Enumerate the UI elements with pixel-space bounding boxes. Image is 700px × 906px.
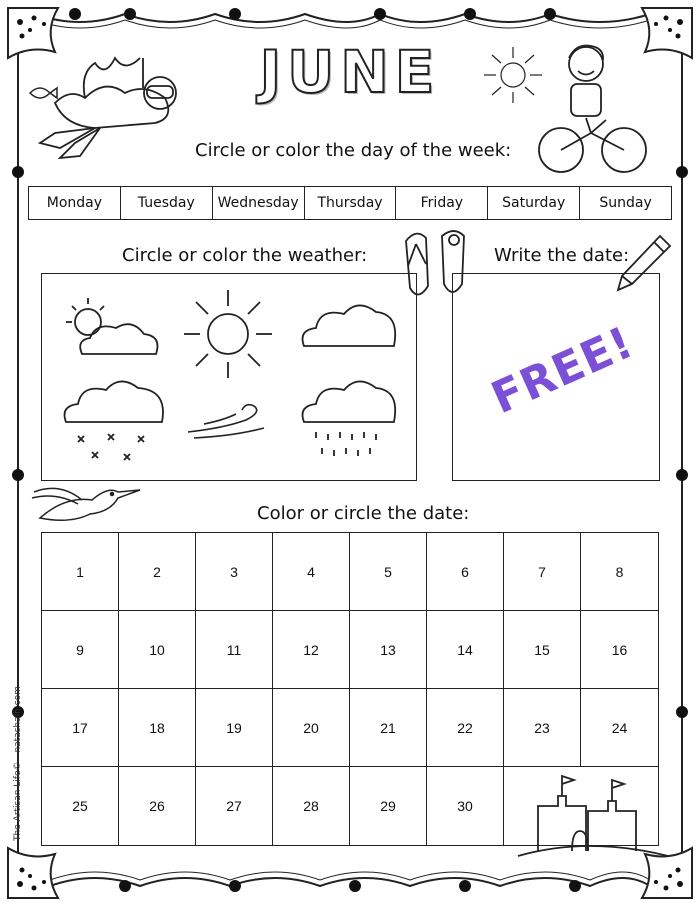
date-cell[interactable]: 26 — [119, 767, 196, 845]
date-cell[interactable]: 12 — [273, 611, 350, 689]
date-cell[interactable]: 13 — [350, 611, 427, 689]
day-wednesday[interactable]: Wednesday — [213, 187, 305, 219]
day-tuesday[interactable]: Tuesday — [121, 187, 213, 219]
date-cell[interactable]: 17 — [42, 689, 119, 767]
calendar-grid — [41, 532, 659, 846]
diver-illustration — [25, 38, 215, 163]
date-cell[interactable]: 10 — [119, 611, 196, 689]
date-cell[interactable]: 15 — [504, 611, 581, 689]
date-cell[interactable]: 4 — [273, 533, 350, 611]
calendar-prompt: Color or circle the date: — [257, 503, 470, 524]
date-cell[interactable]: 23 — [504, 689, 581, 767]
day-prompt: Circle or color the day of the week: — [195, 140, 512, 161]
credit-text: The Artisan Life© - natashalh.com — [13, 686, 23, 841]
date-cell[interactable]: 16 — [581, 611, 658, 689]
partly-cloudy-icon[interactable] — [56, 292, 168, 364]
rain-cloud-icon[interactable] — [296, 370, 406, 470]
date-cell[interactable]: 14 — [427, 611, 504, 689]
date-cell[interactable]: 5 — [350, 533, 427, 611]
date-cell[interactable]: 19 — [196, 689, 273, 767]
day-friday[interactable]: Friday — [396, 187, 488, 219]
date-cell[interactable]: 1 — [42, 533, 119, 611]
date-cell[interactable]: 30 — [427, 767, 504, 845]
weather-box — [41, 273, 417, 481]
date-cell[interactable]: 27 — [196, 767, 273, 845]
date-cell[interactable]: 21 — [350, 689, 427, 767]
date-cell[interactable]: 3 — [196, 533, 273, 611]
date-cell[interactable]: 29 — [350, 767, 427, 845]
date-prompt: Write the date: — [494, 245, 630, 266]
date-cell[interactable]: 28 — [273, 767, 350, 845]
date-cell[interactable]: 22 — [427, 689, 504, 767]
weather-prompt: Circle or color the weather: — [122, 245, 368, 266]
date-cell[interactable]: 20 — [273, 689, 350, 767]
empty-cell — [581, 767, 658, 845]
wind-icon[interactable] — [184, 398, 274, 446]
date-cell[interactable]: 18 — [119, 689, 196, 767]
date-cell[interactable]: 2 — [119, 533, 196, 611]
empty-cell — [504, 767, 581, 845]
date-cell[interactable]: 11 — [196, 611, 273, 689]
day-thursday[interactable]: Thursday — [305, 187, 397, 219]
date-cell[interactable]: 8 — [581, 533, 658, 611]
day-saturday[interactable]: Saturday — [488, 187, 580, 219]
date-cell[interactable]: 25 — [42, 767, 119, 845]
cloud-icon[interactable] — [296, 294, 404, 356]
kid-on-bike-illustration — [536, 38, 648, 176]
date-cell[interactable]: 6 — [427, 533, 504, 611]
days-of-week-row — [28, 186, 672, 220]
date-cell[interactable]: 7 — [504, 533, 581, 611]
date-cell[interactable]: 9 — [42, 611, 119, 689]
snow-cloud-icon[interactable] — [58, 370, 174, 470]
sun-icon[interactable] — [178, 284, 278, 384]
day-sunday[interactable]: Sunday — [599, 195, 652, 211]
hummingbird-illustration — [30, 478, 142, 534]
page-title: JUNE — [259, 38, 441, 106]
date-cell[interactable]: 24 — [581, 689, 658, 767]
free-label: FREE! — [484, 316, 642, 425]
day-monday[interactable]: Monday — [29, 187, 121, 219]
